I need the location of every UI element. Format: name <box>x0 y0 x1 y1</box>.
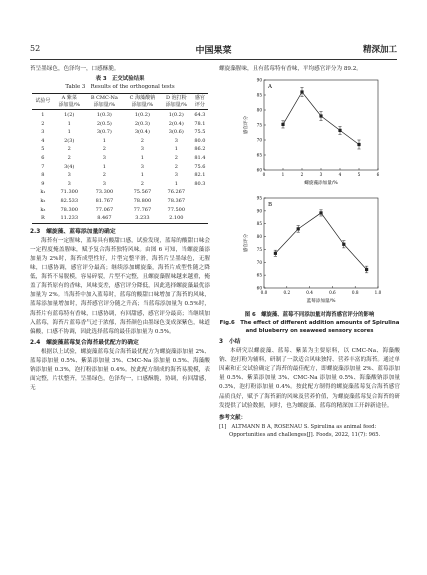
table-cell: 76.267 <box>167 189 186 196</box>
table-cell: 82.1 <box>194 172 206 179</box>
table-row <box>32 214 208 223</box>
table-cell: 2 <box>174 163 178 170</box>
table-cell: 3 <box>140 146 144 153</box>
y-tick-label: 85 <box>256 92 262 98</box>
table-cell: 3(0.6) <box>168 129 184 136</box>
table-cell: 3 <box>67 180 71 187</box>
table-cell: 77.767 <box>133 206 152 213</box>
y-tick-label: 90 <box>256 208 262 214</box>
table-cell: 77.500 <box>167 206 186 213</box>
table-cell: 78.300 <box>60 206 78 213</box>
table-cell: 2 <box>174 155 178 162</box>
data-point <box>273 252 276 255</box>
table-cell: 2 <box>67 155 71 162</box>
table-cell: 82.533 <box>60 198 78 205</box>
col-header: B CMC-Na 添加量/% <box>85 94 124 110</box>
table-cell: 78.367 <box>167 198 186 205</box>
figure-caption-en-2: and blueberry on seaweed sensory scores <box>245 328 374 335</box>
x-tick-label: 5 <box>357 172 360 178</box>
table-cell: 1(2) <box>64 112 75 119</box>
y-tick-label: 85 <box>256 221 262 227</box>
reference-1 <box>219 423 400 439</box>
data-point <box>365 268 368 271</box>
table-cell: 2(0.3) <box>134 120 150 127</box>
table-cell: 9 <box>41 180 45 187</box>
table-cell: 1(0.2) <box>168 112 184 119</box>
y-tick-label: 70 <box>256 259 262 265</box>
table-cell: 86.2 <box>194 146 206 153</box>
section-3-text: 本研究以螺旋藻、蓝莓、紫菜为主要原料，以 CMC-Na、海藻酸钠、泡打粉为辅料，研制了一款适合风味独特、营养丰富的海苔。通过单因素和正交试验确定了海苔的最佳配方，即螺旋藻添加量 2%、蓝莓添加量 0.5%、紫菜添加量 3%、CMC-Na 添加量 0.5%、海藻酸钠添加量 0.3%，泡打粉添加量 0.4%。按此配方制得的螺旋藻蓝莓复合海苔感官品质良好，赋予了海苔新的风味及营养价值，为螺旋藻蓝莓复合海苔的研发提供了试验数据，同时，也为螺旋藻、蓝莓的精深加工开辟新途径。 <box>219 348 400 409</box>
table-cell <box>192 197 208 206</box>
figure-caption-cn: 图 6 螺旋藻、蓝莓不同添加量对海苔感官评分的影响 <box>244 312 375 319</box>
table-cell: 1 <box>140 155 144 162</box>
table-cell <box>192 188 208 197</box>
data-point <box>357 143 360 146</box>
table-cell: 5 <box>41 146 45 153</box>
table-cell: 71.300 <box>60 189 78 196</box>
x-axis-label: 螺旋藻添加量/% <box>303 181 338 187</box>
y-axis-label: 感官评分 <box>243 233 249 253</box>
col-header: 试验号 <box>32 94 54 110</box>
table-cell: 2 <box>140 180 144 187</box>
table-cell: 1(0.2) <box>134 112 150 119</box>
x-tick-label: 0.0 <box>260 290 267 296</box>
col-header: D 泡打粉 添加量/% <box>161 94 192 110</box>
table-cell: 3 <box>174 137 178 144</box>
table-cell: 6 <box>41 155 45 162</box>
x-tick-label: 6 <box>376 172 379 178</box>
table-cell: 3 <box>67 172 71 179</box>
table-cell: 11.233 <box>54 214 85 223</box>
table-cell: 78.800 <box>133 198 152 205</box>
data-point <box>342 243 345 246</box>
table-row <box>32 188 208 197</box>
intro-text: 苔呈墨绿色，色泽均一，口感酥脆。 <box>30 66 120 72</box>
y-tick-label: 95 <box>256 195 262 201</box>
table-cell: 1 <box>102 137 106 144</box>
table-cell: 1 <box>140 172 144 179</box>
table-row <box>32 163 208 172</box>
section-3-title: 3 小结 <box>219 339 241 346</box>
x-tick-label: 0.8 <box>351 290 359 296</box>
table-cell: k₃ <box>40 206 46 213</box>
x-tick-label: 4 <box>338 172 341 178</box>
table-cell: 3 <box>102 155 106 162</box>
table-cell: 3 <box>140 163 144 170</box>
data-point <box>296 227 299 230</box>
table-cell: k₁ <box>40 189 46 196</box>
table-body <box>32 110 208 224</box>
y-tick-label: 60 <box>256 285 262 291</box>
table-row <box>32 197 208 206</box>
y-tick-label: 80 <box>256 107 262 113</box>
table-cell: 75.5 <box>194 129 206 136</box>
page-header <box>30 44 397 56</box>
table-cell: 2 <box>140 137 144 144</box>
section-2-3-title: 2.3 螺旋藻、蓝莓添加量的确定 <box>30 228 116 235</box>
y-tick-label: 75 <box>256 247 262 253</box>
data-point <box>319 211 322 214</box>
section-2-3-text: 海苔有一定腥味，蓝莓具有酸甜口感，试验发现，蓝莓的酸甜口味会一定程度掩盖腥味，赋予复合海苔独特风味。由图 6 可知，当螺旋藻添加量为 2%时，海苔成型性好，片型完整平滑，海苔片呈墨绿色，无腥味，口感协调，感官评分最高；继续添加螺旋藻，海苔片成型性随之降低，海苔不易脱模，容易碎裂，片型不完整，且螺旋藻腥味越来越重，掩盖了海苔原有的香味，风味变差，感官评分降低，因此选择螺旋藻最优添加量为 2%。当海苔中加入蓝莓时，蓝莓的酸甜口味增加了海苔的风味，蓝莓添加量增加时，海苔感官评分随之升高；当蓝莓添加量为 0.5%时，海苔片有蓝莓特有香味，口感协调，有回甜感，感官评分最高；当继续加入蓝莓，海苔片蓝莓香气过于浓郁，海苔颜色由墨绿色变成深紫色，味道偏酸，口感不协调，因此选择蓝莓的最佳添加量为 0.5%。 <box>30 237 210 335</box>
table-cell: 8.467 <box>85 214 124 223</box>
table-cell: R <box>32 214 54 223</box>
chart-a <box>230 74 390 192</box>
table-row <box>32 180 208 189</box>
col-header: A 紫菜 添加量/% <box>54 94 85 110</box>
table-cell: 8 <box>41 172 45 179</box>
table-cell: 81.4 <box>194 155 206 162</box>
table-cell: 1 <box>102 163 106 170</box>
intro-text-right: 螺旋藻腥味，且有蓝莓特有香味，平均感官评分为 89.2。 <box>219 66 362 72</box>
table-title-en: Table 3 Results of the orthogonal tests <box>65 84 175 91</box>
table-cell: 7 <box>41 163 45 170</box>
table-cell: 2 <box>67 146 71 153</box>
table-cell: 3(0.7) <box>96 129 112 136</box>
table-cell: 80.3 <box>194 180 206 187</box>
table-cell: 2 <box>102 172 106 179</box>
section-2-4-text: 根据以上试验，螺旋藻蓝莓复合海苔最优配方为螺旋藻添加量 2%、蓝莓添加量 0.5%、紫菜添加量 3%、CMC-Na 添加量 0.5%、海藻酸钠添加量 0.3%，泡打粉添加量 0.4%。按此配方制成的海苔易脱模，表面完整，片状整齐，呈墨绿色，色泽均一，口感酥脆，协调，有回甜感，无 <box>30 348 210 392</box>
table-row <box>32 110 208 120</box>
y-tick-label: 65 <box>256 272 262 278</box>
table-cell: 3 <box>174 172 178 179</box>
x-tick-label: 0 <box>262 172 265 178</box>
table-row <box>32 206 208 215</box>
panel-label: A <box>267 84 272 91</box>
table-cell: 75.567 <box>133 189 152 196</box>
table-row <box>32 145 208 154</box>
x-tick-label: 3 <box>319 172 322 178</box>
table-cell: k₂ <box>40 198 46 205</box>
table-row <box>32 128 208 137</box>
table-cell: 2(0.5) <box>96 120 112 127</box>
table-cell: 78.1 <box>194 120 206 127</box>
table-cell: 64.3 <box>194 112 206 119</box>
plot-frame <box>264 80 378 170</box>
right-column <box>219 65 400 439</box>
table-cell: 3 <box>102 180 106 187</box>
reference-1-line-2: Opportunities and challenges[J]. Foods, 2022, 11(7): 965. <box>229 431 381 438</box>
table-cell: 3(0.4) <box>134 129 150 136</box>
panel-label: B <box>267 202 272 209</box>
x-tick-label: 0.4 <box>305 290 313 296</box>
table-cell: 4 <box>41 137 45 144</box>
table-cell: 2 <box>41 120 45 127</box>
page-number: 52 <box>30 44 41 53</box>
table-cell: 3.233 <box>124 214 161 223</box>
table-cell <box>192 214 208 223</box>
y-tick-label: 90 <box>256 77 262 83</box>
table-cell: 1 <box>67 120 71 127</box>
table-cell <box>192 206 208 215</box>
chart-b <box>230 192 390 310</box>
section-2-4-title: 2.4 螺旋藻蓝莓复合海苔最优配方的确定 <box>30 339 139 346</box>
table-cell: 1 <box>67 129 71 136</box>
table-row <box>32 154 208 163</box>
col-header: C 海藻酸钠 添加量/% <box>124 94 161 110</box>
y-tick-label: 75 <box>256 122 262 128</box>
table-cell: 2.100 <box>161 214 192 223</box>
table-cell: 1 <box>41 112 45 119</box>
data-point <box>338 129 341 132</box>
table-cell: 73.300 <box>95 189 114 196</box>
table-row <box>32 171 208 180</box>
col-header: 感官 评分 <box>192 94 208 110</box>
x-tick-label: 2 <box>300 172 303 178</box>
header-rule <box>30 59 397 60</box>
data-point <box>300 90 303 93</box>
table-cell: 1 <box>174 180 178 187</box>
x-tick-label: 1 <box>281 172 284 178</box>
data-point <box>281 123 284 126</box>
table-cell: 2(3) <box>64 137 75 144</box>
section-name: 精深加工 <box>362 45 397 55</box>
reference-1-line-1: [1] ALTMANN B A, ROSENAU S. Spirulina as animal feed: <box>219 423 377 430</box>
table-cell: 75.6 <box>194 163 206 170</box>
table-cell: 3 <box>41 129 45 136</box>
y-axis-label: 感官评分 <box>243 115 249 135</box>
left-column <box>30 65 210 393</box>
journal-title: 中国果菜 <box>195 46 232 56</box>
table-cell: 2 <box>102 146 106 153</box>
table-row <box>32 120 208 129</box>
table-cell: 1 <box>174 146 178 153</box>
references <box>219 414 400 439</box>
y-tick-label: 65 <box>256 152 262 158</box>
x-tick-label: 0.2 <box>282 290 290 296</box>
table-cell: 3(4) <box>64 163 75 170</box>
table-cell: 80.0 <box>194 137 206 144</box>
figure-caption-en-1: Fig.6 The effect of different addition amounts of Spirulina <box>219 320 400 327</box>
references-title: 参考文献： <box>219 414 246 421</box>
y-tick-label: 70 <box>256 137 262 143</box>
y-tick-label: 60 <box>256 167 262 173</box>
table-header-row <box>32 94 208 110</box>
x-tick-label: 1.0 <box>374 290 381 296</box>
table-row <box>32 137 208 146</box>
orthogonal-table <box>32 93 208 224</box>
table-cell: 77.067 <box>95 206 114 213</box>
data-point <box>319 114 322 117</box>
series-line <box>275 213 366 270</box>
x-tick-label: 0.6 <box>328 290 336 296</box>
table-title-cn: 表 3 正交试验结果 <box>95 76 145 83</box>
x-axis-label: 蓝莓添加量/% <box>306 299 335 305</box>
y-tick-label: 80 <box>256 234 262 240</box>
table-cell: 81.767 <box>95 198 114 205</box>
table-cell: 1(0.3) <box>96 112 112 119</box>
table-cell: 2(0.4) <box>168 120 184 127</box>
